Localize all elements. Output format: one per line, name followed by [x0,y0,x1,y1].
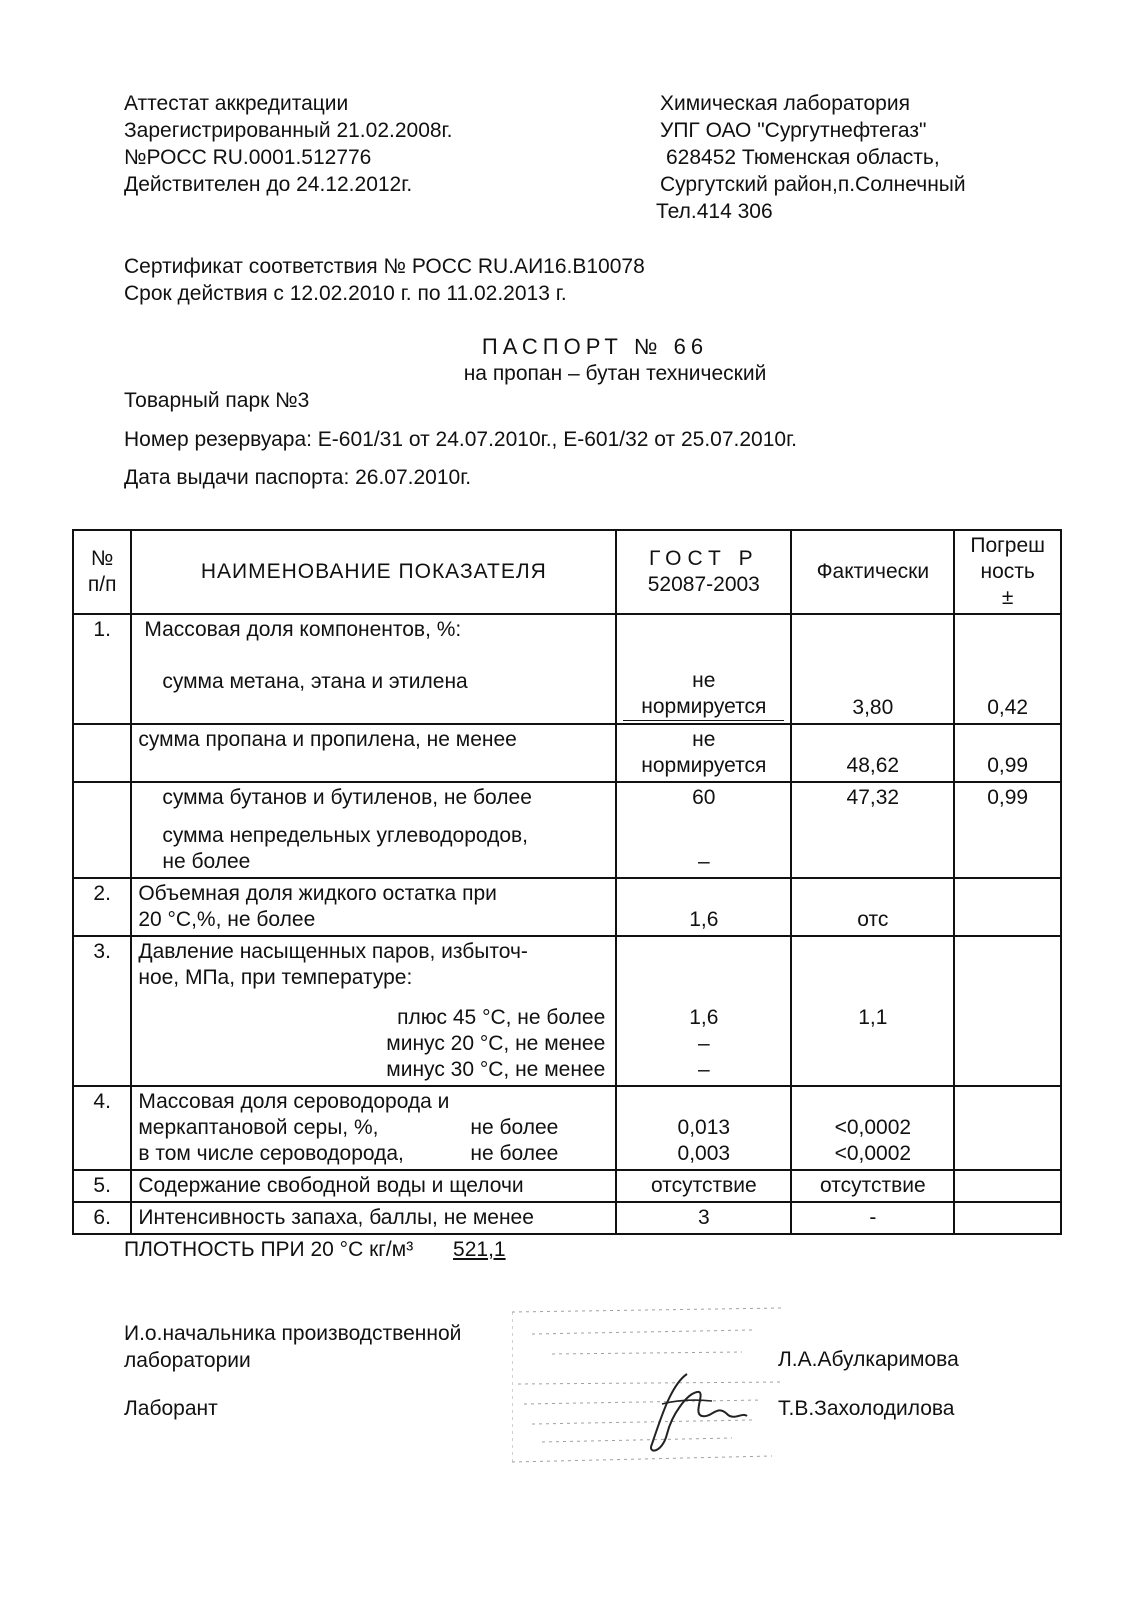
accreditation-line: №РОСС RU.0001.512776 [124,146,372,169]
certificate-line: Срок действия с 12.02.2010 г. по 11.02.2013 г. [124,282,567,305]
row-actual: 3,80 [791,614,954,724]
row-gost-line: 1,6 [689,1006,719,1029]
passport-title: ПАСПОРТ № 66 [481,334,709,359]
row-name: Интенсивность запаха, баллы, не менее [131,1202,616,1234]
indicators-table [72,529,1062,1235]
address-line: Сургутский район,п.Солнечный [660,173,966,196]
address-line: 628452 Тюменская область, [666,146,940,169]
row-gost-line: 60 [692,786,716,809]
passport-subtitle: на пропан – бутан технический [463,362,767,385]
row-name [131,936,616,1086]
row-actual: 47,32 [791,782,954,878]
row-name-line [138,1141,609,1167]
header-error-line: ность [980,560,1035,583]
row-subitem: сумма непредельных углеводородов, [162,824,529,847]
header-name: НАИМЕНОВАНИЕ ПОКАЗАТЕЛЯ [131,530,616,614]
row-actual: - [791,1202,954,1234]
density-label: ПЛОТНОСТЬ ПРИ 20 °С кг/м³ [124,1238,414,1261]
row-gost-line: 0,003 [677,1142,731,1165]
address-line: УПГ ОАО "Сургутнефтегаз" [660,119,927,142]
row-name-part: не более [470,1116,559,1139]
row-num-empty [73,724,131,782]
row-name [131,878,616,936]
row-num: 1. [73,614,131,724]
row-error-empty [954,1086,1061,1170]
row-gost [616,782,791,878]
row-num: 6. [73,1202,131,1234]
row-gost [616,1086,791,1170]
row-actual: 48,62 [791,724,954,782]
row-subitem: плюс 45 °С, не более [397,1006,606,1029]
row-num: 5. [73,1170,131,1202]
accreditation-block [124,90,452,198]
row-subitem: сумма бутанов и бутиленов, не более [162,786,532,809]
address-line: Химическая лаборатория [660,92,910,115]
row-name-line: 20 °С,%, не более [138,908,316,931]
row-name [131,782,616,878]
row-error-empty [954,1170,1061,1202]
accreditation-line: Зарегистрированный 21.02.2008г. [124,119,453,142]
signature-role-lab: Лаборант [124,1397,218,1420]
header-error-line: ± [1001,586,1014,609]
table-row [73,1086,1061,1170]
row-gost-line: нормируется [623,694,784,721]
row-actual: отсутствие [791,1170,954,1202]
row-subitem: сумма пропана и пропилена, не менее [131,724,616,782]
row-gost: 3 [616,1202,791,1234]
row-actual [791,1086,954,1170]
row-subitem: не более [162,850,251,873]
row-num: 4. [73,1086,131,1170]
row-num: 3. [73,936,131,1086]
row-gost-line: нормируется [641,754,767,777]
row-error: 0,99 [954,724,1061,782]
row-name-part: меркаптановой серы, %, [138,1116,379,1139]
row-name: Содержание свободной воды и щелочи [131,1170,616,1202]
row-actual-line: 1,1 [858,1006,888,1029]
header-gost [616,530,791,614]
row-actual-line: <0,0002 [834,1116,912,1139]
row-gost-line: – [697,1032,710,1055]
reservoir-line: Номер резервуара: Е-601/31 от 24.07.2010г., Е-601/32 от 25.07.2010г. [124,428,797,451]
accreditation-line: Действителен до 24.12.2012г. [124,173,413,196]
row-gost: отсутствие [616,1170,791,1202]
row-name-line: Давление насыщенных паров, избыточ- [138,940,528,963]
row-name-part: в том числе сероводорода, [138,1142,404,1165]
laboratory-address-block [656,90,966,225]
row-actual [791,936,954,1086]
signature-role-line: И.о.начальника производственной [124,1322,462,1345]
header-gost-line: 52087-2003 [647,573,760,596]
row-actual: отс [791,878,954,936]
row-name-line: ное, МПа, при температуре: [138,966,413,989]
row-gost-line: 0,013 [677,1116,731,1139]
row-name-line [138,1115,609,1141]
table-row [73,782,1061,878]
header-gost-line: ГОСТ Р [648,547,759,570]
table-row [73,614,1061,724]
row-name [131,614,616,724]
signature-name-head: Л.А.Абулкаримова [778,1348,959,1371]
row-gost-line: – [697,850,710,873]
table-row [73,1170,1061,1202]
issue-date-line: Дата выдачи паспорта: 26.07.2010г. [124,466,472,489]
row-gost: 1,6 [616,878,791,936]
table-header-row [73,530,1061,614]
header-error-line: Погреш [970,534,1045,557]
row-gost [616,936,791,1086]
row-num: 2. [73,878,131,936]
row-num-empty [73,782,131,878]
signature-name-lab: Т.В.Захолодилова [778,1397,955,1420]
row-subitem: минус 20 °С, не менее [386,1032,606,1055]
signature-role-line: лаборатории [124,1349,251,1372]
row-subitem: сумма метана, этана и этилена [162,670,468,693]
row-error: 0,42 [954,614,1061,724]
table-row [73,936,1061,1086]
row-error: 0,99 [954,782,1061,878]
density-line [124,1236,506,1263]
row-gost-line: – [697,1058,710,1081]
table-row [73,878,1061,936]
header-actual: Фактически [791,530,954,614]
row-name-line: Массовая доля сероводорода и [138,1090,450,1113]
row-gost [616,724,791,782]
row-error-empty [954,936,1061,1086]
stamp-and-signature-image [512,1304,802,1464]
row-gost-line: не [692,728,716,751]
certificate-block [124,253,645,307]
signature-role-head [124,1320,461,1374]
row-error-empty [954,1202,1061,1234]
row-error-empty [954,878,1061,936]
row-name [131,1086,616,1170]
certificate-line: Сертификат соответствия № РОСС RU.АИ16.В10078 [124,255,645,278]
accreditation-line: Аттестат аккредитации [124,92,349,115]
park-line: Товарный парк №3 [124,389,310,412]
table-row [73,1202,1061,1234]
row-name-line: Массовая доля компонентов, %: [144,618,462,641]
density-value: 521,1 [453,1238,506,1261]
row-actual-line: <0,0002 [834,1142,912,1165]
row-name-line: Объемная доля жидкого остатка при [138,882,497,905]
header-num: № п/п [73,530,131,614]
row-subitem: минус 30 °С, не менее [386,1058,606,1081]
address-line: Тел.414 306 [656,200,773,223]
header-error [954,530,1061,614]
row-gost-line: не [692,669,716,692]
row-gost [616,614,791,724]
table-row [73,724,1061,782]
row-name-part: не более [470,1142,559,1165]
